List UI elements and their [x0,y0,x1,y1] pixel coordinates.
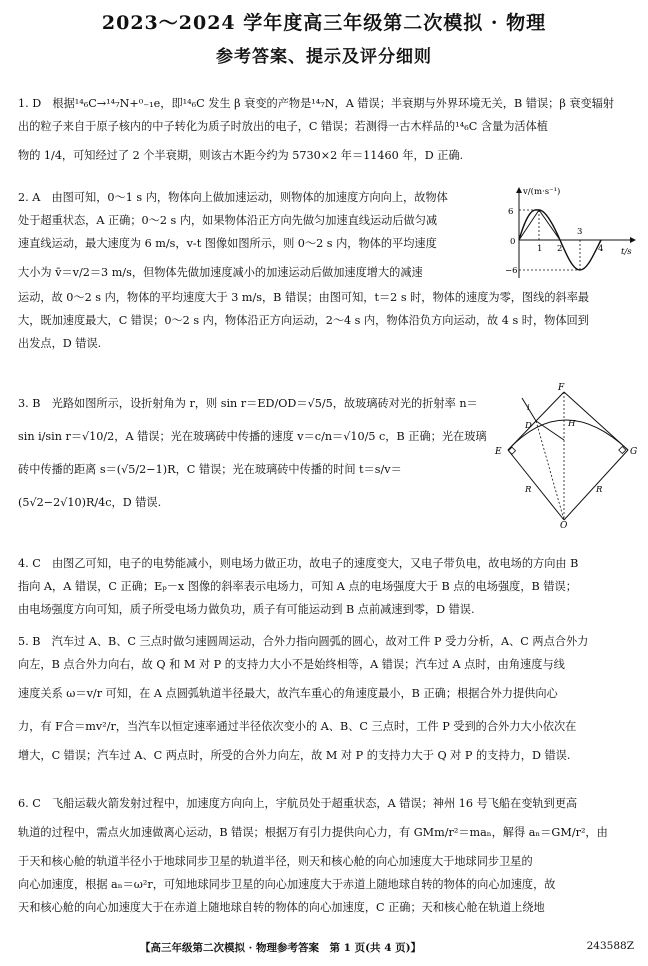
label-E: E [495,447,502,457]
v-axis-label: v/(m·s⁻¹) [523,187,561,197]
answer-6-line: 天和核心舱的向心加速度大于在赤道上随地球自转的物体的向心加速度，C 正确；天和核心舱在轨道上绕地 [18,901,545,914]
tick-y: 0 [510,237,516,247]
answer-5 [18,630,636,767]
tick-x: 4 [598,244,604,254]
answer-3-line: (5√2−2√10)R/4c，D 错误. [18,496,162,509]
t-axis-label: t/s [621,247,632,257]
answer-2-line: 大，既加速度最大，C 错误；0～2 s 内，物体沿正方向运动，2～4 s 内，物体沿负方向运动，故 4 s 时，物体回到 [18,314,589,327]
answer-4-line: 由电场强度方向可知，质子所受电场力做负功，质子有可能运动到 B 点前减速到零，D 错误. [18,603,475,616]
label-H: H [568,419,576,429]
answer-4 [18,552,636,621]
answer-2-line: 处于超重状态，A 正确；0～2 s 内，如果物体沿正方向先做匀加速直线运动后做匀减 [18,214,438,227]
optics-figure [492,380,640,528]
label-O: O [560,521,568,528]
answer-2-cont [18,286,636,355]
answer-5-line: 力，有 F合＝mv²/r，当汽车以恒定速率通过半径依次变小的 A、B、C 三点时，工件 P 受到的合外力大小依次在 [18,720,577,733]
tick-x: 2 [557,244,563,254]
footer-code: 243588Z [586,940,634,952]
label-D: D [525,421,532,431]
triangle-path [519,210,560,240]
tick-y: −6 [505,266,518,276]
answer-1 [18,92,636,167]
vt-graph [505,184,643,282]
answer-2-line: 出发点，D 错误. [18,337,102,350]
answer-5-line: 向左，B 点合外力向右，故 Q 和 M 对 P 的支持力大小不是始终相等，A 错误；汽车过 A 点时，由角速度与线 [18,658,565,671]
answer-6-line: 6. C 飞船运载火箭发射过程中，加速度方向向上，宇航员处于超重状态，A 错误；神州 16 号飞船在变轨到更高 [18,797,578,810]
page-subtitle: 参考答案、提示及评分细则 [216,47,432,67]
answer-2-line: 大小为 v̄＝v/2＝3 m/s，但物体先做加速度减小的加速运动后做加速度增大的减速 [18,266,423,279]
label-R: R [596,485,603,495]
normal-DO [536,421,564,520]
label-R: R [525,485,532,495]
answer-4-line: 4. C 由图乙可知，电子的电势能减小，则电场力做正功，故电子的速度变大，又电子带负电，故电场的方向由 B [18,557,579,570]
tick-x: 3 [577,227,583,237]
answer-3-line: 砖中传播的距离 s＝(√5/2−1)R，C 错误；光在玻璃砖中传播的时间 t＝s/v＝ [18,463,402,476]
answer-2 [18,186,503,284]
label-i: i [527,403,530,413]
answer-1-line: 1. D 根据¹⁴₆C→¹⁴₇N+⁰₋₁e，即¹⁴₆C 发生 β 衰变的产物是¹⁴₇N，A 错误；半衰期与外界环境无关，B 错误；β 衰变辐射 [18,97,615,110]
footer-page-info: 【高三年级第二次模拟 · 物理参考答案 第 1 页(共 4 页)】 [140,942,422,954]
answer-1-line: 物的 1/4，可知经过了 2 个半衰期，则该古木距今约为 5730×2 年＝11460 年，D 正确. [18,149,464,162]
radius-OE [508,450,564,520]
answer-6 [18,792,636,919]
answer-3 [18,392,503,514]
answer-6-line: 轨道的过程中，需点火加速做离心运动，B 错误；根据万有引力提供向心力，有 GMm/r²＝maₙ，解得 aₙ＝GM/r²，由 [18,826,608,839]
answer-2-line: 2. A 由图可知，0～1 s 内，物体向上做加速运动，则物体的加速度方向向上，故物体 [18,191,448,204]
tick-y: 6 [508,207,514,217]
answer-2-line: 速直线运动，最大速度为 6 m/s，v-t 图像如图所示，则 0～2 s 内，物体的平均速度 [18,237,437,250]
answer-5-line: 速度关系 ω＝v/r 可知，在 A 点圆弧轨道半径最大，故汽车重心的角速度最小，B 正确；根据合外力提供向心 [18,687,558,700]
tick-x: 1 [537,244,543,254]
label-F: F [558,383,565,393]
answer-6-line: 向心加速度，根据 aₙ＝ω²r，可知地球同步卫星的向心加速度大于赤道上随地球自转的物体的向心加速度，故 [18,878,556,891]
answer-5-line: 增大，C 错误；汽车过 A、C 两点时，所受的合外力向左，故 M 对 P 的支持力大于 Q 对 P 的支持力，D 错误. [18,749,571,762]
page-title: 2023～2024 学年度高三年级第二次模拟 · 物理 [101,12,547,34]
answer-5-line: 5. B 汽车过 A、B、C 三点时做匀速圆周运动，合外力指向圆弧的圆心，故对工件 P 受力分析，A、C 两点合外力 [18,635,589,648]
answer-2-line: 运动，故 0～2 s 内，物体的平均速度大于 3 m/s，B 错误；由图可知，t＝2 s 时，物体的速度为零，图线的斜率最 [18,291,590,304]
label-G: G [630,447,638,457]
answer-3-line: 3. B 光路如图所示，设折射角为 r，则 sin r＝ED/OD＝√5/5，故玻璃砖对光的折射率 n＝ [18,397,478,410]
answer-4-line: 指向 A，A 错误，C 正确；Eₚ－x 图像的斜率表示电场力，可知 A 点的电场强度大于 B 点的电场强度，B 错误； [18,580,577,593]
answer-1-line: 出的粒子来自于原子核内的中子转化为质子时放出的电子，C 错误；若测得一古木样品的¹⁴₆C 含量为活体植 [18,120,548,133]
answer-6-line: 于天和核心舱的轨道半径小于地球同步卫星的轨道半径，则天和核心舱的向心加速度大于地球同步卫星的 [18,855,533,868]
answer-3-line: sin i/sin r＝√10/2，A 错误；光在玻璃砖中传播的速度 v＝c/n＝√10/5 c，B 正确；光在玻璃 [18,430,487,443]
